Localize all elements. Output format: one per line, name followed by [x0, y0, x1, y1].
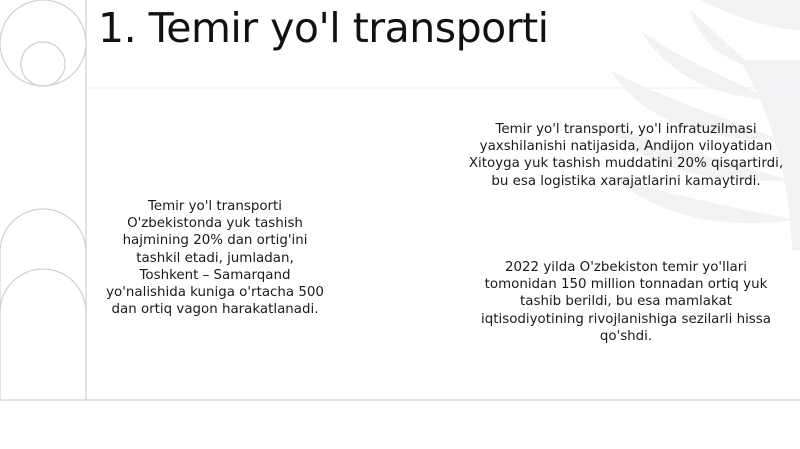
right-paragraph-2: 2022 yilda O'zbekiston temir yo'llari tomonidan 150 million tonnadan ortiq yuk tashib berildi, bu esa mamlakat iqtisodiyotining rivojlanishiga sezilarli hissa qo'shdi.: [481, 260, 771, 344]
left-paragraph: Temir yo'l transporti O'zbekistonda yuk tashish hajmining 20% dan ortig'ini tashkil etadi, jumladan, Toshkent – Samarqand yo'nalishida kuniga o'rtacha 500 dan ortiq vagon harakatlanadi.: [106, 199, 324, 318]
right-paragraph-1: Temir yo'l transporti, yo'l infratuzilmasi yaxshilanishi natijasida, Andijon viloyatidan Xitoyga yuk tashish muddatini 20% qisqartirdi, bu esa logistika xarajatlarini kamaytirdi.: [468, 122, 784, 189]
slide-title: 1. Temir yo'l transporti: [98, 4, 549, 52]
